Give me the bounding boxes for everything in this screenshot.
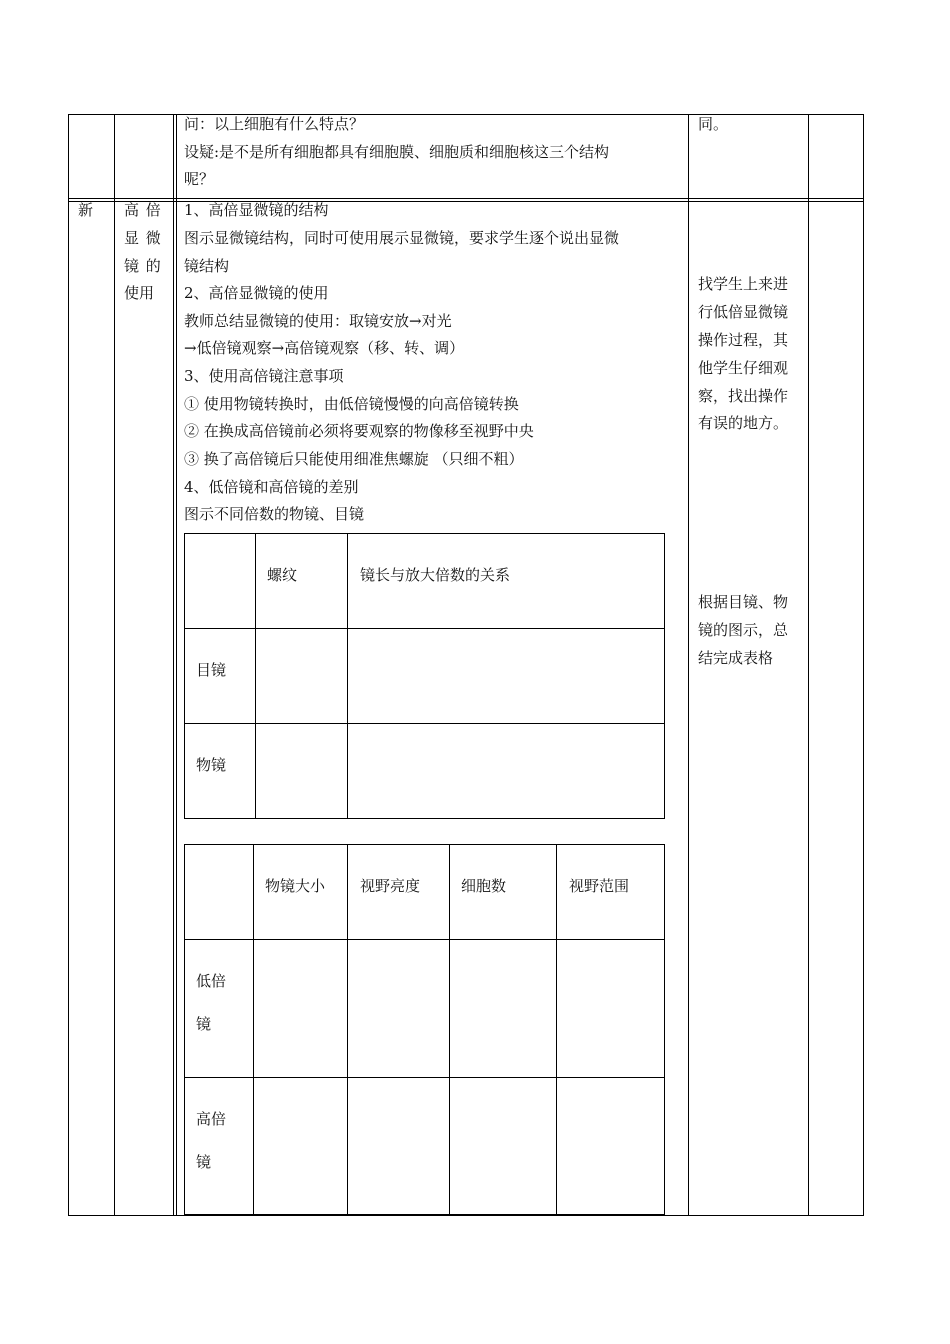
student-a-line-5: 察，找出操作 [698,387,789,405]
t2-bottom [184,1214,665,1215]
outer-col-divider-3 [688,114,689,1216]
topic-line-4: 使用 [124,284,155,302]
t2-left [184,844,185,1215]
student-a-line-4: 他学生仔细观 [698,359,789,377]
outer-bottom-border [68,1215,864,1216]
content-line-8: ① 使用物镜转换时，由低倍镜慢慢的向高倍镜转换 [184,395,519,413]
outer-col-divider-4 [808,114,809,1216]
t2-row-high-line1: 高倍 [196,1110,227,1128]
t1-right [664,533,665,819]
top-student-text: 同。 [698,115,729,133]
student-a-line-6: 有误的地方。 [698,414,789,432]
top-line-3: 呢？ [184,170,215,188]
topic-line-1: 高 倍 [124,201,162,219]
outer-col-divider-2 [173,114,174,1216]
t2-col-divider-4 [556,844,557,1215]
content-line-9: ② 在换成高倍镜前必须将要观察的物像移至视野中央 [184,422,534,440]
content-line-4: 2、高倍显微镜的使用 [184,284,329,302]
student-b-line-2: 镜的图示，总 [698,621,789,639]
t2-row-divider-1 [184,939,665,940]
content-line-7: 3、使用高倍镜注意事项 [184,367,344,385]
t2-row-low-line1: 低倍 [196,972,227,990]
content-line-1: 1、高倍显微镜的结构 [184,201,329,219]
t1-header-thread: 螺纹 [267,566,298,584]
student-a-line-1: 找学生上来进 [698,275,789,293]
t1-left [184,533,185,819]
student-a-line-3: 操作过程，其 [698,331,789,349]
outer-right-border [863,114,864,1216]
t2-col-divider-1 [253,844,254,1215]
student-a-line-2: 行低倍显微镜 [698,303,789,321]
t2-header-brightness: 视野亮度 [360,877,421,895]
t2-header-field-range: 视野范围 [569,877,630,895]
t1-col-divider-1 [255,533,256,819]
topic-line-3: 镜 的 [124,257,162,275]
top-line-2: 设疑:是不是所有细胞都具有细胞膜、细胞质和细胞核这三个结构 [184,143,610,161]
top-line-1: 问：以上细胞有什么特点？ [184,115,365,133]
t2-top [184,844,665,845]
content-line-3: 镜结构 [184,257,230,275]
t2-row-divider-2 [184,1077,665,1078]
content-line-10: ③ 换了高倍镜后只能使用细准焦螺旋 （只细不粗） [184,450,524,468]
student-b-line-3: 结完成表格 [698,649,774,667]
t1-header-length: 镜长与放大倍数的关系 [360,566,511,584]
t2-header-objective-size: 物镜大小 [265,877,326,895]
t1-top [184,533,665,534]
content-line-12: 图示不同倍数的物镜、目镜 [184,505,365,523]
t2-right [664,844,665,1215]
t1-col-divider-2 [347,533,348,819]
t2-row-high-line2: 镜 [196,1153,212,1171]
t2-col-divider-2 [347,844,348,1215]
outer-left-border [68,114,69,1216]
content-line-11: 4、低倍镜和高倍镜的差别 [184,478,359,496]
t1-bottom [184,818,665,819]
t1-row-objective: 物镜 [196,756,227,774]
t1-row-eyepiece: 目镜 [196,661,227,679]
outer-col-divider-1 [114,114,115,1216]
outer-row-divider [68,198,864,199]
content-line-5: 教师总结显微镜的使用：取镜安放→对光 [184,312,452,330]
t2-row-low-line2: 镜 [196,1015,212,1033]
section-label: 新 [78,201,94,219]
content-line-2: 图示显微镜结构，同时可使用展示显微镜，要求学生逐个说出显微 [184,229,620,247]
t1-row-divider-2 [184,723,665,724]
content-line-6: →低倍镜观察→高倍镜观察（移、转、调） [184,339,465,357]
topic-line-2: 显 微 [124,229,162,247]
t2-header-cell-count: 细胞数 [461,877,507,895]
outer-col-divider-2b [176,114,177,1216]
t2-col-divider-3 [449,844,450,1215]
t1-row-divider-1 [184,628,665,629]
student-b-line-1: 根据目镜、物 [698,593,789,611]
